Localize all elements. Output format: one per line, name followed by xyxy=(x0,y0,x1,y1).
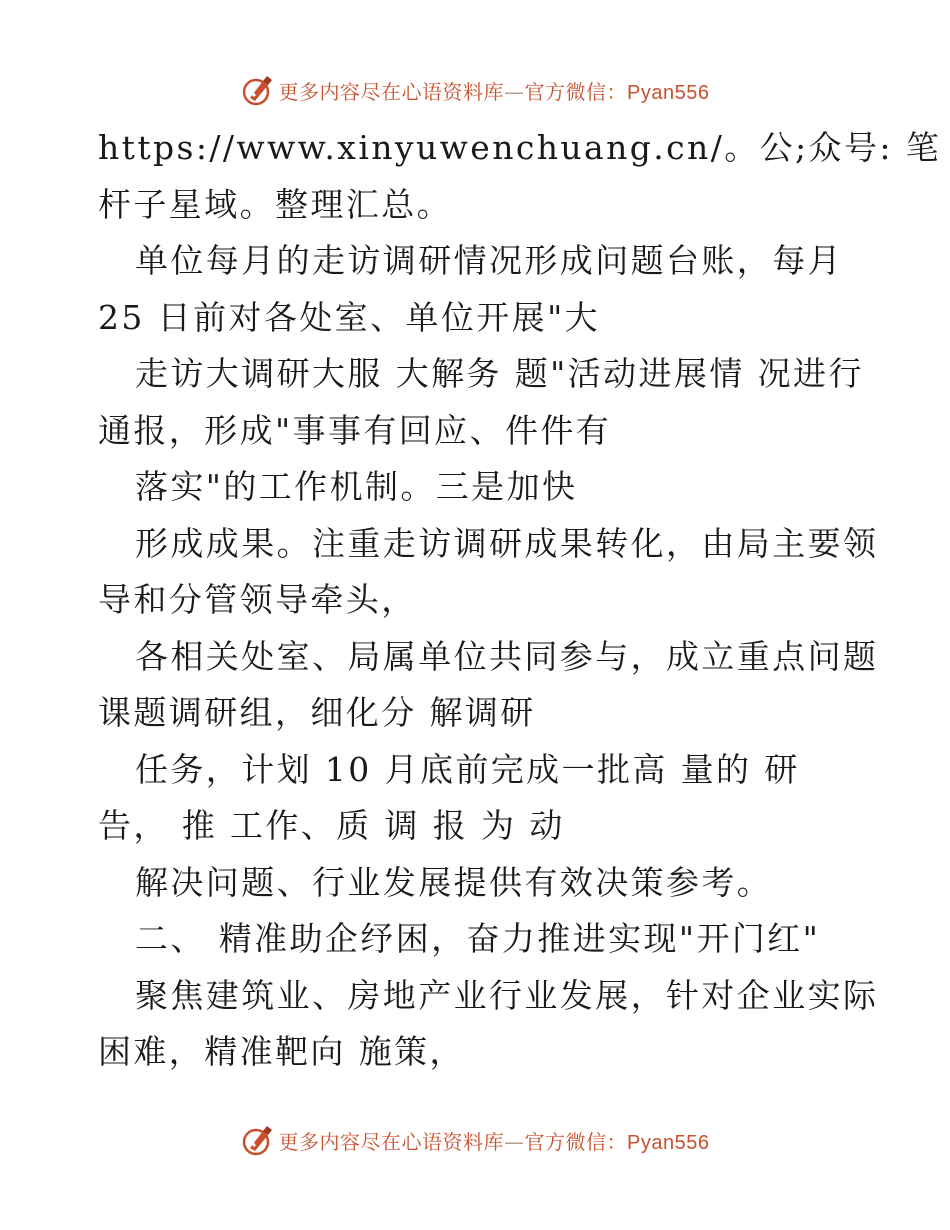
text-line: 各相关处室、局属单位共同参与，成立重点问题 xyxy=(135,636,879,676)
text-line: 杆子星域。整理汇总。 xyxy=(98,184,452,224)
text-line: 聚焦建筑业、房地产业行业发展，针对企业实际 xyxy=(135,975,879,1015)
text-line: 告， 推 工作、质 调 报 为 动 xyxy=(98,806,565,845)
body-text xyxy=(98,120,942,1081)
text-line: 落实"的工作机制。三是加快 xyxy=(135,467,578,506)
banner-text xyxy=(279,1126,710,1155)
text-line: 解决问题、行业发展提供有效决策参考。 xyxy=(135,862,773,902)
text-line: 通报，形成"事事有回应、件件有 xyxy=(98,410,612,450)
banner-separator: — xyxy=(504,1129,525,1154)
banner-wechat: 官方微信：Pyan556 xyxy=(524,1131,710,1154)
pen-nib-logo-icon xyxy=(241,1123,275,1157)
footer-banner xyxy=(0,1120,950,1160)
text-line: 课题调研组，细化分 解调研 xyxy=(98,693,536,732)
banner-title: 更多内容尽在心语资料库 xyxy=(278,1129,505,1154)
text-line: 困难，精准靶向 施策， xyxy=(98,1032,465,1071)
banner-title: 更多内容尽在心语资料库 xyxy=(278,79,505,104)
text-line: https://www.xinyuwenchuang.cn/。公;众号: 笔 xyxy=(98,128,942,167)
banner-separator: — xyxy=(504,79,525,104)
banner-wechat: 官方微信：Pyan556 xyxy=(524,81,710,104)
text-line: 任务，计划 10 月底前完成一批高 量的 研 xyxy=(135,749,800,789)
pen-nib-logo-icon xyxy=(241,73,275,107)
text-line: 导和分管领导牵头， xyxy=(98,580,417,619)
section-heading: 二、 精准助企纾困，奋力推进实现"开门红" xyxy=(135,919,821,958)
header-banner xyxy=(0,70,950,110)
text-line: 单位每月的走访调研情况形成问题台账，每月 xyxy=(135,241,843,280)
text-line: 形成成果。注重走访调研成果转化，由局主要领 xyxy=(135,523,879,563)
text-line: 走访大调研大服 大解务 题"活动进展情 况进行 xyxy=(135,354,864,393)
banner-text xyxy=(279,76,710,105)
text-line: 25 日前对各处室、单位开展"大 xyxy=(98,297,601,337)
